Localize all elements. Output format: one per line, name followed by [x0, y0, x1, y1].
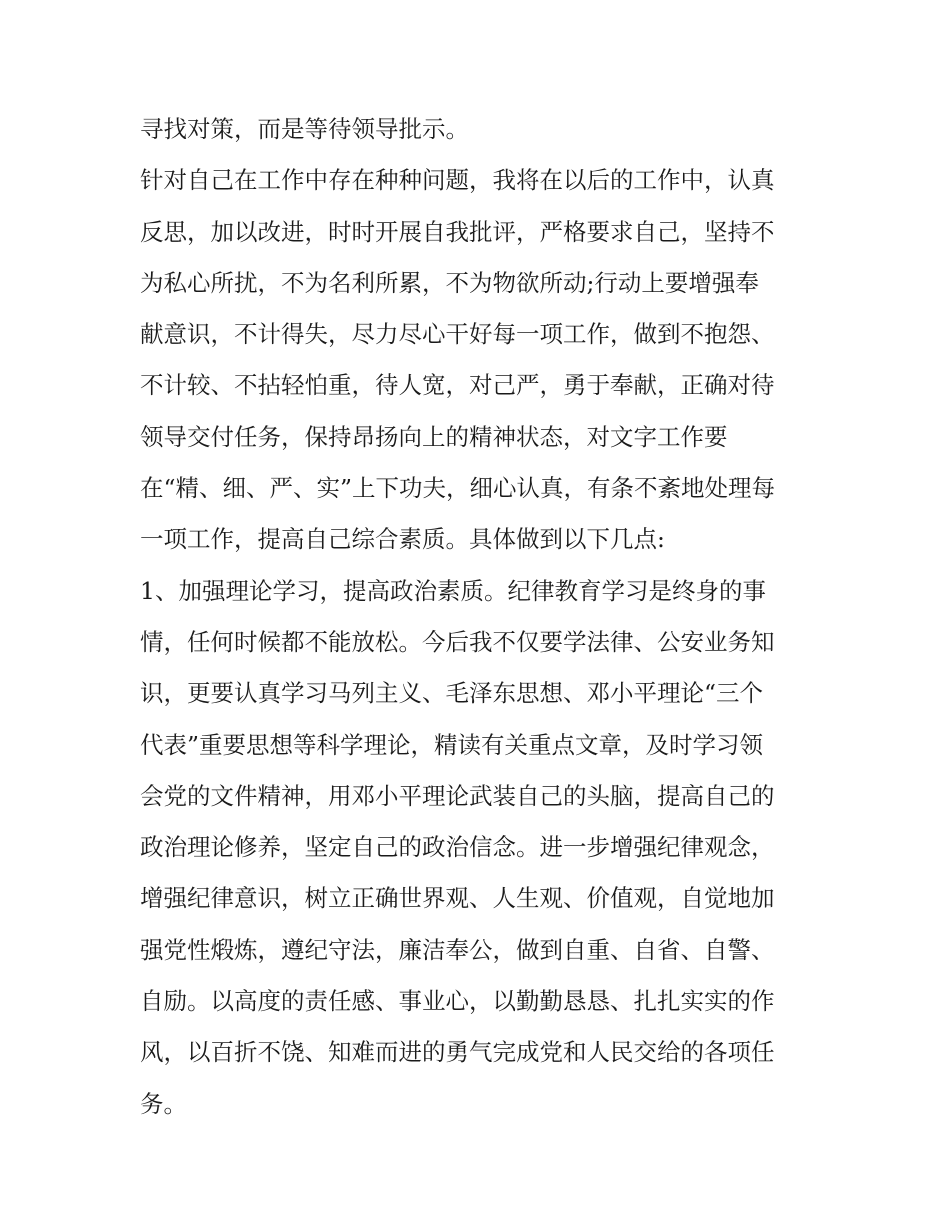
text-line: 寻找对策，而是等待领导批示。 — [140, 115, 469, 143]
text-line: 增强纪律意识，树立正确世界观、人生观、价值观，自觉地加 — [140, 884, 775, 913]
text-line: 情，任何时候都不能放松。今后我不仅要学法律、公安业务知 — [140, 627, 775, 656]
text-line: 1、加强理论学习，提高政治素质。纪律教育学习是终身的事 — [140, 576, 766, 605]
text-line: 代表”重要思想等科学理论，精读有关重点文章，及时学习领 — [140, 730, 764, 759]
text-line: 一项工作，提高自己综合素质。具体做到以下几点: — [140, 525, 665, 554]
text-line: 政治理论修养，坚定自己的政治信念。进一步增强纪律观念， — [140, 833, 775, 862]
text-line: 风，以百折不饶、知难而进的勇气完成党和人民交给的各项任 — [140, 1038, 775, 1067]
text-line: 为私心所扰，不为名利所累，不为物欲所动;行动上要增强奉 — [140, 268, 759, 297]
text-line: 识，更要认真学习马列主义、毛泽东思想、邓小平理论“三个 — [140, 679, 764, 708]
text-line: 不计较、不拈轻怕重，待人宽，对己严，勇于奉献，正确对待 — [140, 371, 775, 400]
text-line: 针对自己在工作中存在种种问题，我将在以后的工作中，认真 — [140, 166, 775, 195]
text-line: 务。 — [140, 1089, 187, 1118]
text-line: 在“精、细、严、实”上下功夫，细心认真，有条不紊地处理每 — [140, 474, 776, 503]
text-line: 自励。以高度的责任感、事业心，以勤勤恳恳、扎扎实实的作 — [140, 987, 775, 1016]
text-line: 会党的文件精神，用邓小平理论武装自己的头脑，提高自己的 — [140, 781, 775, 810]
text-line: 反思，加以改进，时时开展自我批评，严格要求自己，坚持不 — [140, 217, 775, 246]
body-text — [140, 104, 830, 1130]
text-line: 献意识，不计得失，尽力尽心干好每一项工作，做到不抱怨、 — [140, 320, 775, 349]
text-line: 强党性煅炼，遵纪守法，廉洁奉公，做到自重、自省、自警、 — [140, 935, 775, 964]
text-line: 领导交付任务，保持昂扬向上的精神状态，对文字工作要 — [140, 422, 728, 451]
